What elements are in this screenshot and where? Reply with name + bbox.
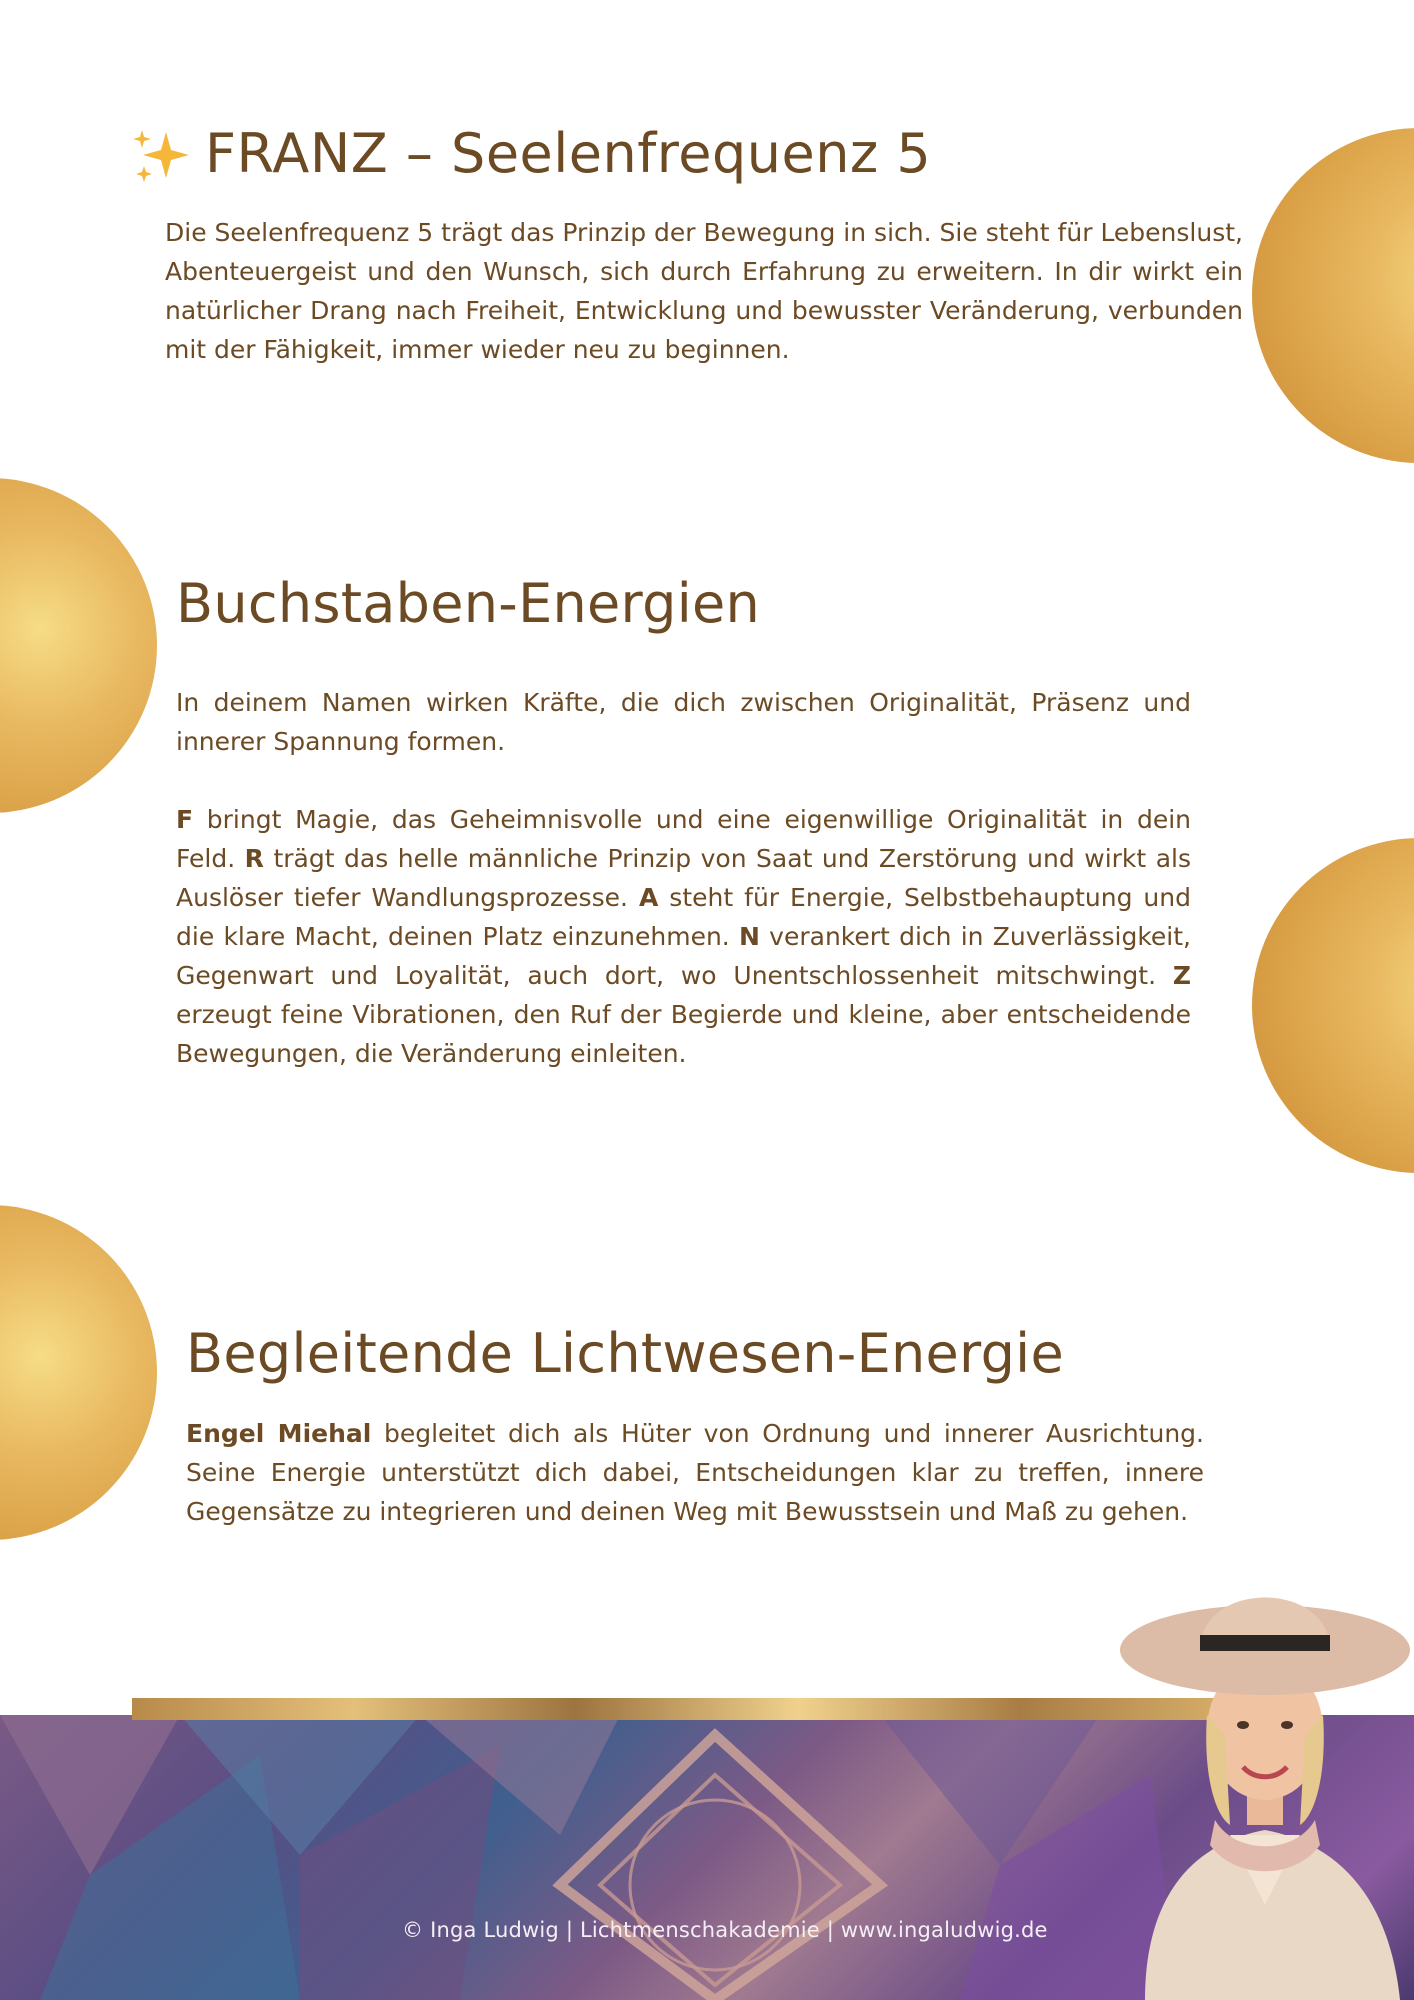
angel-name: Engel Miehal <box>186 1419 372 1448</box>
gold-circle-right-2 <box>1252 838 1414 1173</box>
letter-a-text: steht für Energie, Selbstbehauptung und die klare Macht, deinen Platz einzunehmen. <box>176 883 1191 951</box>
letter-r-text: trägt das helle männliche Prinzip von Saat und Zerstörung und wirkt als Auslöser tiefer Wandlungsprozesse. <box>176 844 1191 912</box>
gold-circle-left-1 <box>0 478 157 813</box>
letter-z-text: erzeugt feine Vibrationen, den Ruf der Begierde und kleine, aber entscheidende Bewegungen, die Veränderung einleiten. <box>176 1000 1191 1068</box>
lichtwesen-heading: Begleitende Lichtwesen-Energie <box>186 1322 1065 1385</box>
angel-description: begleitet dich als Hüter von Ordnung und innerer Ausrichtung. Seine Energie unterstützt dich dabei, Entscheidungen klar zu treffen, innere Gegensätze zu integrieren und deinen Weg mit Bewusstsein und Maß zu gehen. <box>186 1419 1204 1526</box>
gold-circle-left-2 <box>0 1205 157 1540</box>
footer-copyright: © Inga Ludwig | Lichtmenschakademie | www.ingaludwig.de <box>402 1918 1048 1942</box>
letter-f: F <box>176 805 194 834</box>
buchstaben-letters-text <box>176 800 1191 1073</box>
portrait-image <box>1115 1545 1414 2000</box>
letter-r: R <box>244 844 264 873</box>
letter-a: A <box>638 883 659 912</box>
letter-n: N <box>739 922 760 951</box>
gold-divider <box>132 1698 1242 1720</box>
lichtwesen-text <box>186 1414 1204 1531</box>
letter-z: Z <box>1172 961 1191 990</box>
buchstaben-heading: Buchstaben-Energien <box>176 572 761 635</box>
letter-n-text: verankert dich in Zuverlässigkeit, Gegenwart und Loyalität, auch dort, wo Unentschlossenheit mitschwingt. <box>176 922 1191 990</box>
buchstaben-intro: In deinem Namen wirken Kräfte, die dich zwischen Originalität, Präsenz und innerer Spannung formen. <box>176 688 1191 756</box>
gold-circle-top-right <box>1252 128 1414 463</box>
seelenfrequenz-text: Die Seelenfrequenz 5 trägt das Prinzip der Bewegung in sich. Sie steht für Lebenslust, Abenteuergeist und den Wunsch, sich durch Erfahrung zu erweitern. In dir wirkt ein natürlicher Drang nach Freiheit, Entwicklung und bewusster Veränderung, verbunden mit der Fähigkeit, immer wieder neu zu beginnen. <box>165 218 1243 364</box>
letter-f-text: bringt Magie, das Geheimnisvolle und eine eigenwillige Originalität in dein Feld. <box>176 805 1191 873</box>
sparkles-icon <box>132 128 192 188</box>
page-title: FRANZ – Seelenfrequenz 5 <box>205 122 932 185</box>
